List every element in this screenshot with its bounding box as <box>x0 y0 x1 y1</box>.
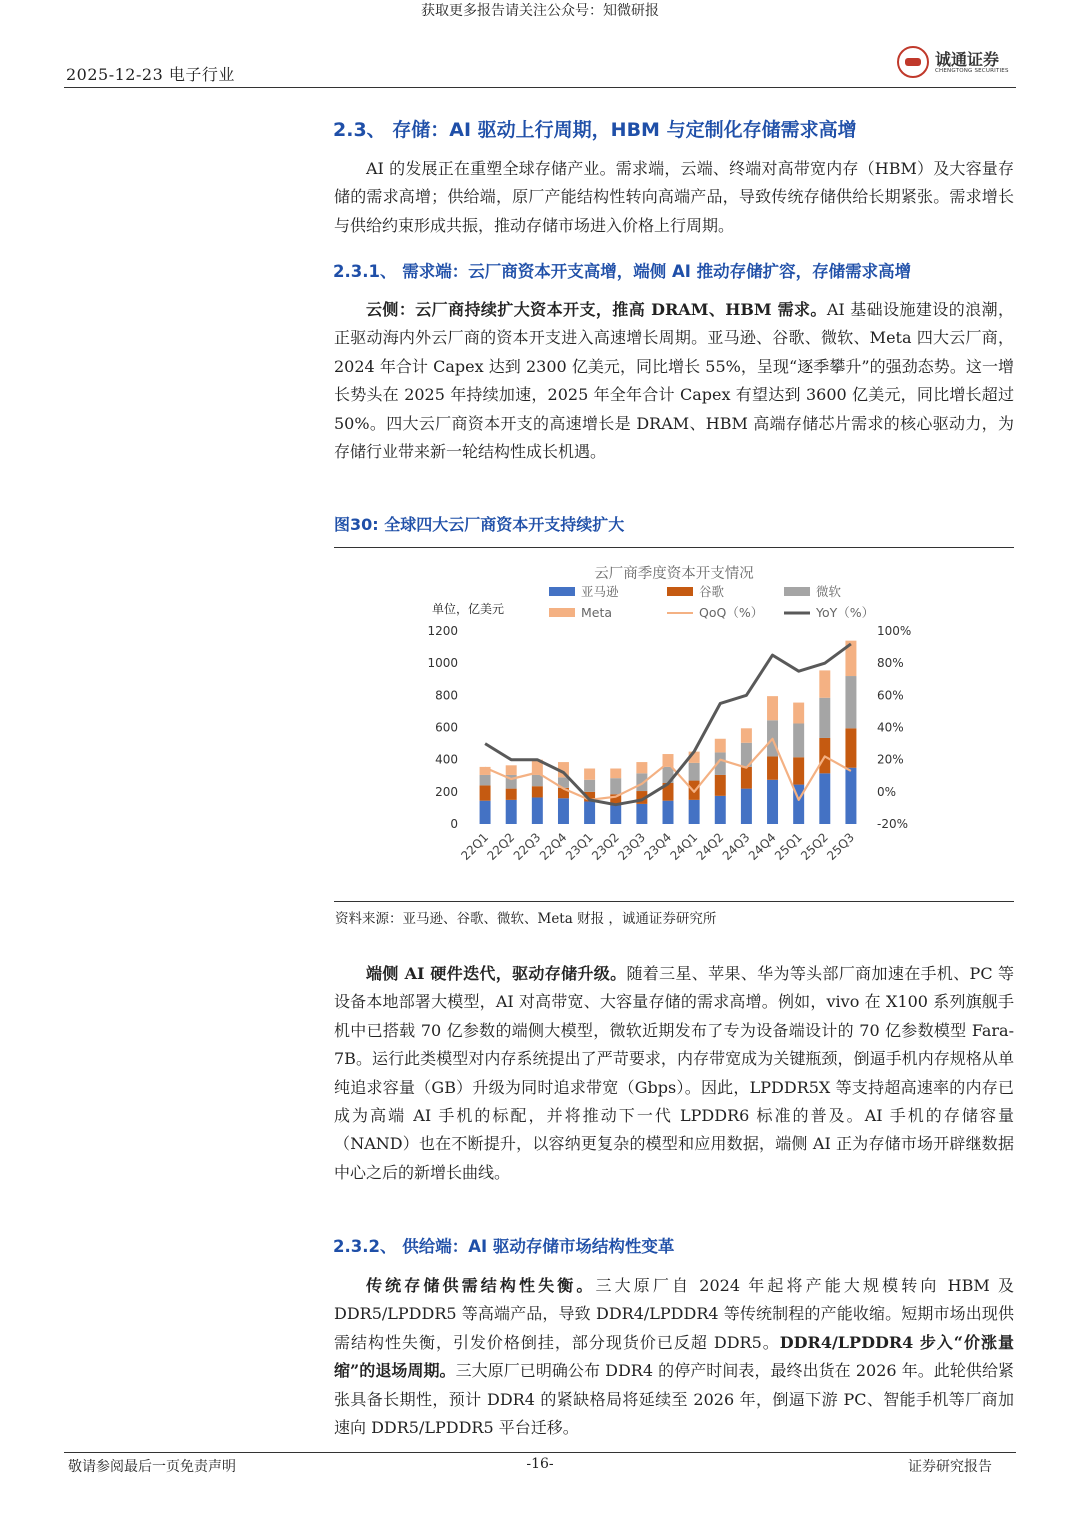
bar-segment <box>741 767 752 789</box>
bar-segment <box>819 670 830 697</box>
header-date-sector: 2025-12-23 电子行业 <box>66 65 235 84</box>
bar-segment <box>584 769 595 780</box>
x-tick-label: 24Q3 <box>719 830 753 864</box>
figure-bottom-rule <box>334 901 1014 902</box>
bar-segment <box>636 762 647 773</box>
y2-tick-label: 80% <box>877 656 904 671</box>
supply-lead-1: 传统存储供需结构性失衡。 <box>366 1276 596 1295</box>
y2-tick-label: 100% <box>877 624 912 638</box>
footer-report-type: 证券研究报告 <box>908 1459 992 1475</box>
section-2-3-1-title: 2.3.1、 需求端：云厂商资本开支高增，端侧 AI 推动存储扩容，存储需求高增 <box>333 262 912 281</box>
logo-text-en: CHENGTONG SECURITIES <box>935 68 1009 74</box>
x-tick-label: 23Q3 <box>615 830 648 864</box>
bar-segment <box>741 789 752 824</box>
supply-body-2: 三大原厂已明确公布 DDR4 的停产时间表，最终出货在 2026 年。此轮供给紧张具备长期性，预计 DDR4 的紧缺格局将延续至 2026 年，倒逼下游 PC、智能手机等厂商加速向 DDR5/LPDDR5 平台迁移。 <box>334 1361 1014 1438</box>
legend-label: YoY（%） <box>816 605 875 620</box>
legend-swatch <box>784 587 810 596</box>
bar-segment <box>532 786 543 797</box>
supply-body-1: 三大原厂自 2024 年起将产能大规模转向 HBM 及 DDR5/LPDDR5 等高端产品，导致 DDR4/LPDDR4 等传统制程的产能收缩。短期市场出现供需结构性失衡，引发价格倒挂，部分现货价已反超 DDR5。 <box>334 1276 1014 1352</box>
x-tick-label: 22Q2 <box>484 830 518 864</box>
chart-x-axis <box>458 830 857 863</box>
bar-segment <box>715 796 726 824</box>
section-2-3-2-title: 2.3.2、 供给端：AI 驱动存储市场结构性变革 <box>333 1237 675 1256</box>
bar-segment <box>558 798 569 824</box>
bar-segment <box>663 801 674 824</box>
y2-tick-label: -20% <box>877 817 909 831</box>
section-2-3-title: 2.3、 存储：AI 驱动上行周期，HBM 与定制化存储需求高增 <box>333 119 857 141</box>
bar-segment <box>715 775 726 796</box>
x-tick-label: 25Q2 <box>798 830 831 864</box>
bar-segment <box>819 698 830 738</box>
bar-segment <box>819 773 830 824</box>
bar-segment <box>793 757 804 784</box>
edge-ai-paragraph <box>334 960 1014 1187</box>
legend-label: 谷歌 <box>699 584 725 599</box>
bar-segment <box>610 778 621 794</box>
cloud-paragraph-lead: 云侧：云厂商持续扩大资本开支，推高 DRAM、HBM 需求。 <box>366 300 827 319</box>
x-tick-label: 23Q2 <box>589 830 622 864</box>
x-tick-label: 23Q1 <box>562 830 596 864</box>
x-tick-label: 25Q3 <box>824 830 858 864</box>
bar-segment <box>689 800 700 824</box>
top-note: 获取更多报告请关注公众号：知微研报 <box>421 3 659 19</box>
bar-segment <box>506 789 517 800</box>
bar-segment <box>480 785 491 800</box>
legend-swatch <box>549 587 575 596</box>
x-tick-label: 23Q4 <box>641 830 675 864</box>
bar-segment <box>480 775 491 785</box>
y2-tick-label: 60% <box>877 688 904 703</box>
bar-segment <box>741 728 752 742</box>
legend-swatch <box>667 587 693 596</box>
logo-text-cn: 诚通证券 <box>935 50 1000 69</box>
supply-lead-2: DDR4/LPDDR4 步入“价涨量缩”的退场周期。 <box>334 1332 1014 1381</box>
section-2-3-paragraph: AI 的发展正在重塑全球存储产业。需求端，云端、终端对高带宽内存（HBM）及大容量存储的需求高增；供给端，原厂产能结构性转向高端产品，导致传统存储供给长期紧张。需求增长与供给约束形成共振，推动存储市场进入价格上行周期。 <box>334 159 1014 235</box>
supply-paragraph <box>334 1272 1014 1442</box>
y-tick-label: 1200 <box>427 624 458 638</box>
y2-tick-label: 20% <box>877 752 904 767</box>
edge-ai-lead: 端侧 AI 硬件迭代，驱动存储升级。 <box>366 964 627 983</box>
y2-tick-label: 40% <box>877 720 904 735</box>
cloud-paragraph-body: AI 基础设施建设的浪潮，正驱动海内外云厂商的资本开支进入高速增长周期。亚马逊、谷歌、微软、Meta 四大云厂商，2024 年合计 Capex 达到 2300 亿美元，同比增长 55%，呈现“逐季攀升”的强劲态势。这一增长势头在 2025 年持续加速，2025 年全年合计 Capex 有望达到 3600 亿美元，同比增长超过 50%。四大云厂商资本开支的高速增长是 DRAM、HBM 高端存储芯片需求的核心驱动力，为存储行业带来新一轮结构性成长机遇。 <box>334 300 1014 462</box>
x-tick-label: 24Q2 <box>693 830 727 864</box>
y-tick-label: 600 <box>435 720 458 735</box>
bar-segment <box>532 775 543 786</box>
chart-title: 云厂商季度资本开支情况 <box>594 566 754 582</box>
legend-label: 亚马逊 <box>581 584 619 599</box>
figure-top-rule <box>334 547 1014 548</box>
footer-divider <box>64 1452 1016 1453</box>
bar-segment <box>636 773 647 791</box>
capex-chart <box>334 549 1014 899</box>
bar-segment <box>793 723 804 757</box>
chart-y-axis-label: 单位，亿美元 <box>432 602 505 616</box>
bar-segment <box>610 806 621 824</box>
y-tick-label: 1000 <box>427 656 458 671</box>
figure-title: 图30: 全球四大云厂商资本开支持续扩大 <box>334 515 625 534</box>
bar-segment <box>480 801 491 824</box>
bar-segment <box>532 797 543 824</box>
x-tick-label: 22Q4 <box>536 830 570 864</box>
bar-segment <box>610 769 621 779</box>
x-tick-label: 22Q1 <box>458 830 492 864</box>
bar-segment <box>845 768 856 824</box>
bar-segment <box>845 676 856 728</box>
bar-segment <box>715 739 726 753</box>
bar-segment <box>793 703 804 724</box>
y-tick-label: 800 <box>435 688 458 703</box>
y-tick-label: 400 <box>435 752 458 767</box>
bar-segment <box>845 728 856 767</box>
chart-legend <box>549 584 874 620</box>
bar-segment <box>506 765 517 775</box>
bar-segment <box>767 780 778 824</box>
y-tick-label: 0 <box>450 817 458 831</box>
y2-tick-label: 0% <box>877 784 897 799</box>
header-divider <box>64 87 1016 88</box>
bar-segment <box>636 804 647 824</box>
bar-segment <box>584 801 595 824</box>
bar-segment <box>506 800 517 824</box>
bar-segment <box>584 780 595 792</box>
bar-segment <box>689 763 700 781</box>
chart-y-axis <box>427 624 458 831</box>
legend-label: QoQ（%） <box>699 605 764 620</box>
legend-label: 微软 <box>816 584 842 599</box>
company-logo <box>897 44 1019 82</box>
x-tick-label: 25Q1 <box>772 830 805 864</box>
x-tick-label: 24Q4 <box>745 830 779 864</box>
x-tick-label: 22Q3 <box>510 830 544 864</box>
legend-swatch <box>549 608 575 617</box>
chart-y2-axis <box>877 624 911 831</box>
logo-icon <box>897 46 929 78</box>
bar-segment <box>767 696 778 720</box>
x-tick-label: 24Q1 <box>667 830 701 864</box>
edge-ai-body: 随着三星、苹果、华为等头部厂商加速在手机、PC 等设备本地部署大模型，AI 对高带宽、大容量存储的需求高增。例如，vivo 在 X100 系列旗舰手机中已搭载 70 亿参数的端侧大模型，微软近期发布了专为设备端设计的 70 亿参数模型 Fara-7B。运行此类模型对内存系统提出了严苛要求，内存带宽成为关键瓶颈，倒逼手机内存规格从单纯追求容量（GB）升级为同时追求带宽（Gbps）。因此，LPDDR5X 等支持超高速率的内存已成为高端 AI 手机的标配，并将推动下一代 LPDDR6 标准的普及。AI 手机的存储容量（NAND）也在不断提升，以容纳更复杂的模型和应用数据，端侧 AI 正为存储市场开辟继数据中心之后的新增长曲线。 <box>334 964 1014 1182</box>
cloud-paragraph <box>334 296 1014 466</box>
figure-source: 资料来源：亚马逊、谷歌、微软、Meta 财报 ，诚通证券研究所 <box>335 911 717 927</box>
footer-disclaimer: 敬请参阅最后一页免责声明 <box>68 1459 236 1475</box>
y-tick-label: 200 <box>435 784 458 799</box>
footer-page-number: -16- <box>526 1456 554 1472</box>
legend-label: Meta <box>581 605 613 620</box>
bar-segment <box>767 756 778 779</box>
